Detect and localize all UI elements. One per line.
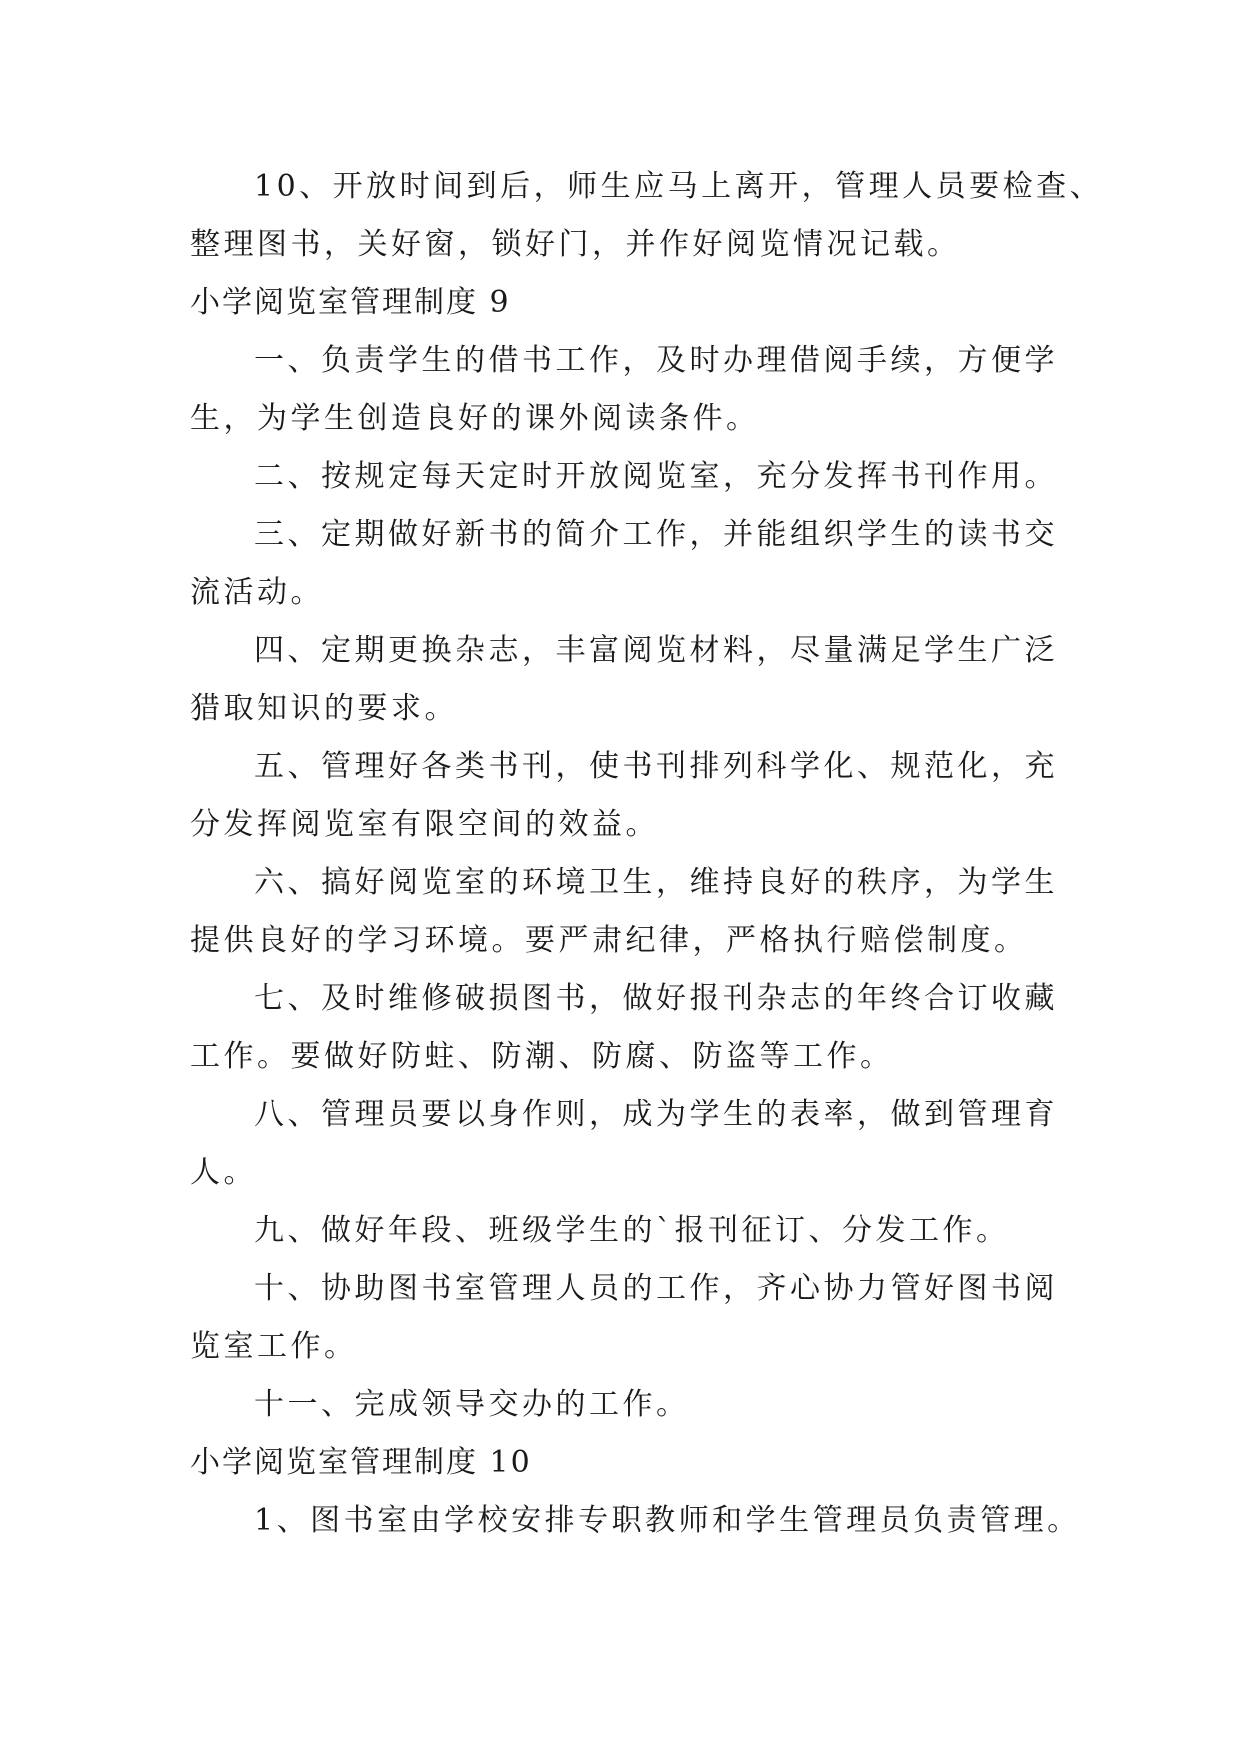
text-line: 十、协助图书室管理人员的工作，齐心协力管好图书阅 xyxy=(254,1271,1058,1306)
text-line: 工作。要做好防蛀、防潮、防腐、防盗等工作。 xyxy=(190,1039,894,1074)
text-line: 七、及时维修破损图书，做好报刊杂志的年终合订收藏 xyxy=(254,981,1058,1016)
section-heading: 小学阅览室管理制度 9 xyxy=(190,285,511,320)
text-line: 十一、完成领导交办的工作。 xyxy=(254,1387,690,1422)
text-line: 10、开放时间到后，师生应马上离开，管理人员要检查、 xyxy=(254,169,1104,204)
text-line: 九、做好年段、班级学生的`报刊征订、分发工作。 xyxy=(254,1213,1010,1248)
text-line: 览室工作。 xyxy=(190,1329,358,1364)
text-line: 人。 xyxy=(190,1155,257,1190)
text-line: 二、按规定每天定时开放阅览室，充分发挥书刊作用。 xyxy=(254,459,1058,494)
text-line: 六、搞好阅览室的环境卫生，维持良好的秩序，为学生 xyxy=(254,865,1058,900)
text-line: 1、图书室由学校安排专职教师和学生管理员负责管理。 xyxy=(254,1503,1081,1538)
section-heading: 小学阅览室管理制度 10 xyxy=(190,1445,532,1480)
text-line: 流活动。 xyxy=(190,575,324,610)
text-line: 八、管理员要以身作则，成为学生的表率，做到管理育 xyxy=(254,1097,1058,1132)
text-line: 四、定期更换杂志，丰富阅览材料，尽量满足学生广泛 xyxy=(254,633,1058,668)
text-line: 分发挥阅览室有限空间的效益。 xyxy=(190,807,659,842)
text-line: 整理图书，关好窗，锁好门，并作好阅览情况记载。 xyxy=(190,227,961,262)
text-line: 猎取知识的要求。 xyxy=(190,691,458,726)
text-line: 一、负责学生的借书工作，及时办理借阅手续，方便学 xyxy=(254,343,1058,378)
document-body xyxy=(190,158,1104,1550)
text-line: 五、管理好各类书刊，使书刊排列科学化、规范化，充 xyxy=(254,749,1058,784)
text-line: 生，为学生创造良好的课外阅读条件。 xyxy=(190,401,760,436)
text-line: 提供良好的学习环境。要严肃纪律，严格执行赔偿制度。 xyxy=(190,923,1028,958)
text-line: 三、定期做好新书的简介工作，并能组织学生的读书交 xyxy=(254,517,1058,552)
